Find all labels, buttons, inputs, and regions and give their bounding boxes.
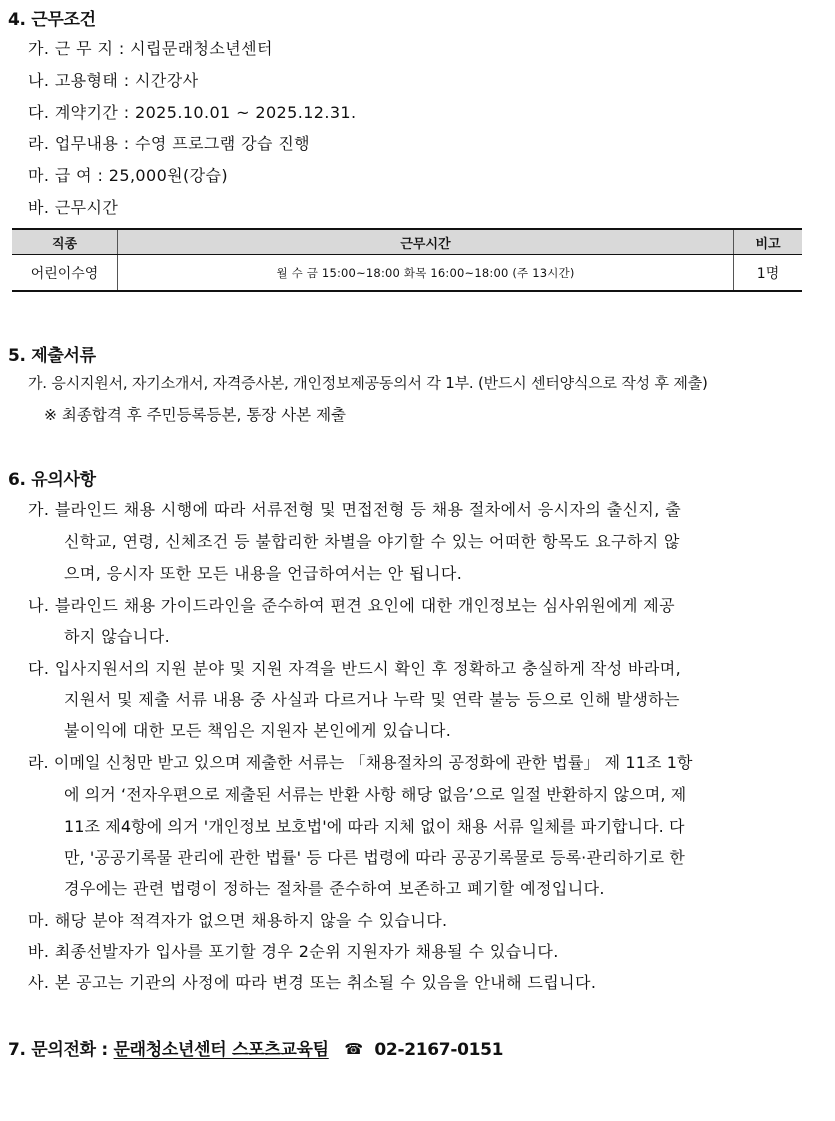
notice-na-line2: 하지 않습니다. — [64, 627, 171, 646]
notice-ga-line2: 신학교, 연령, 신체조건 등 불합리한 차별을 야기할 수 있는 어떠한 항목도 요구하지 않 — [64, 532, 680, 551]
notice-ra-line5: 경우에는 관련 법령이 정하는 절차를 준수하여 보존하고 폐기할 예정입니다. — [64, 879, 605, 898]
notice-ma: 마. 해당 분야 적격자가 없으면 채용하지 않을 수 있습니다. — [28, 911, 448, 930]
section-5-title: 5. 제출서류 — [8, 346, 96, 366]
work-location: 가. 근 무 지 : 시립문래청소년센터 — [28, 39, 273, 58]
section-7-contact — [8, 1035, 503, 1060]
notice-da-line2: 지원서 및 제출 서류 내용 중 사실과 다르거나 누락 및 연락 불능 등으로 인해 발생하는 — [64, 690, 680, 709]
required-documents: 가. 응시지원서, 자기소개서, 자격증사본, 개인정보제공동의서 각 1부. (반드시 센터양식으로 작성 후 제출) — [28, 374, 708, 392]
notice-ga-line3: 으며, 응시자 또한 모든 내용을 언급하여서는 안 됩니다. — [64, 564, 463, 583]
employment-type: 나. 고용형태 : 시간강사 — [28, 71, 199, 90]
phone-icon: ☎ — [344, 1040, 363, 1058]
contact-team: 문래청소년센터 스포츠교육팀 — [113, 1040, 329, 1060]
table-row — [12, 255, 802, 292]
salary: 마. 급 여 : 25,000원(강습) — [28, 166, 229, 185]
cell-job-type: 어린이수영 — [12, 255, 118, 292]
job-description: 라. 업무내용 : 수영 프로그램 강습 진행 — [28, 134, 311, 153]
notice-ra-line3: 11조 제4항에 의거 '개인정보 보호법'에 따라 지체 없이 채용 서류 일체를 파기합니다. 다 — [64, 817, 685, 836]
working-hours-table — [12, 228, 802, 292]
notice-ra-line4: 만, '공공기록물 관리에 관한 법률' 등 다른 법령에 따라 공공기록물로 등록·관리하기로 한 — [64, 848, 685, 867]
contact-phone-number: 02-2167-0151 — [374, 1040, 504, 1060]
section-6-title: 6. 유의사항 — [8, 470, 96, 490]
table-header-row — [12, 229, 802, 255]
cell-remarks: 1명 — [734, 255, 803, 292]
contract-period: 다. 계약기간 : 2025.10.01 ~ 2025.12.31. — [28, 103, 357, 122]
header-working-hours: 근무시간 — [118, 229, 734, 255]
notice-ra-line2: 에 의거 ‘전자우편으로 제출된 서류는 반환 사항 해당 없음’으로 일절 반환하지 않으며, 제 — [64, 785, 687, 804]
final-pass-note: ※ 최종합격 후 주민등록등본, 통장 사본 제출 — [44, 406, 347, 424]
notice-ga-line1: 가. 블라인드 채용 시행에 따라 서류전형 및 면접전형 등 채용 절차에서 응시자의 출신지, 출 — [28, 500, 682, 519]
notice-ra-line1: 라. 이메일 신청만 받고 있으며 제출한 서류는 「채용절차의 공정화에 관한 법률」 제 11조 1항 — [28, 753, 693, 772]
notice-na-line1: 나. 블라인드 채용 가이드라인을 준수하여 편견 요인에 대한 개인정보는 심사위원에게 제공 — [28, 596, 676, 615]
notice-da-line1: 다. 입사지원서의 지원 분야 및 지원 자격을 반드시 확인 후 정확하고 충실하게 작성 바라며, — [28, 659, 682, 678]
working-hours-label: 바. 근무시간 — [28, 198, 119, 217]
notice-ba: 바. 최종선발자가 입사를 포기할 경우 2순위 지원자가 채용될 수 있습니다. — [28, 942, 559, 961]
cell-working-hours: 월 수 금 15:00~18:00 화목 16:00~18:00 (주 13시간) — [118, 255, 734, 292]
notice-da-line3: 불이익에 대한 모든 책임은 지원자 본인에게 있습니다. — [64, 721, 452, 740]
contact-prefix: 7. 문의전화 : — [8, 1040, 108, 1060]
header-remarks: 비고 — [734, 229, 803, 255]
notice-sa: 사. 본 공고는 기관의 사정에 따라 변경 또는 취소될 수 있음을 안내해 드립니다. — [28, 973, 597, 992]
header-job-type: 직종 — [12, 229, 118, 255]
section-4-title: 4. 근무조건 — [8, 10, 96, 30]
